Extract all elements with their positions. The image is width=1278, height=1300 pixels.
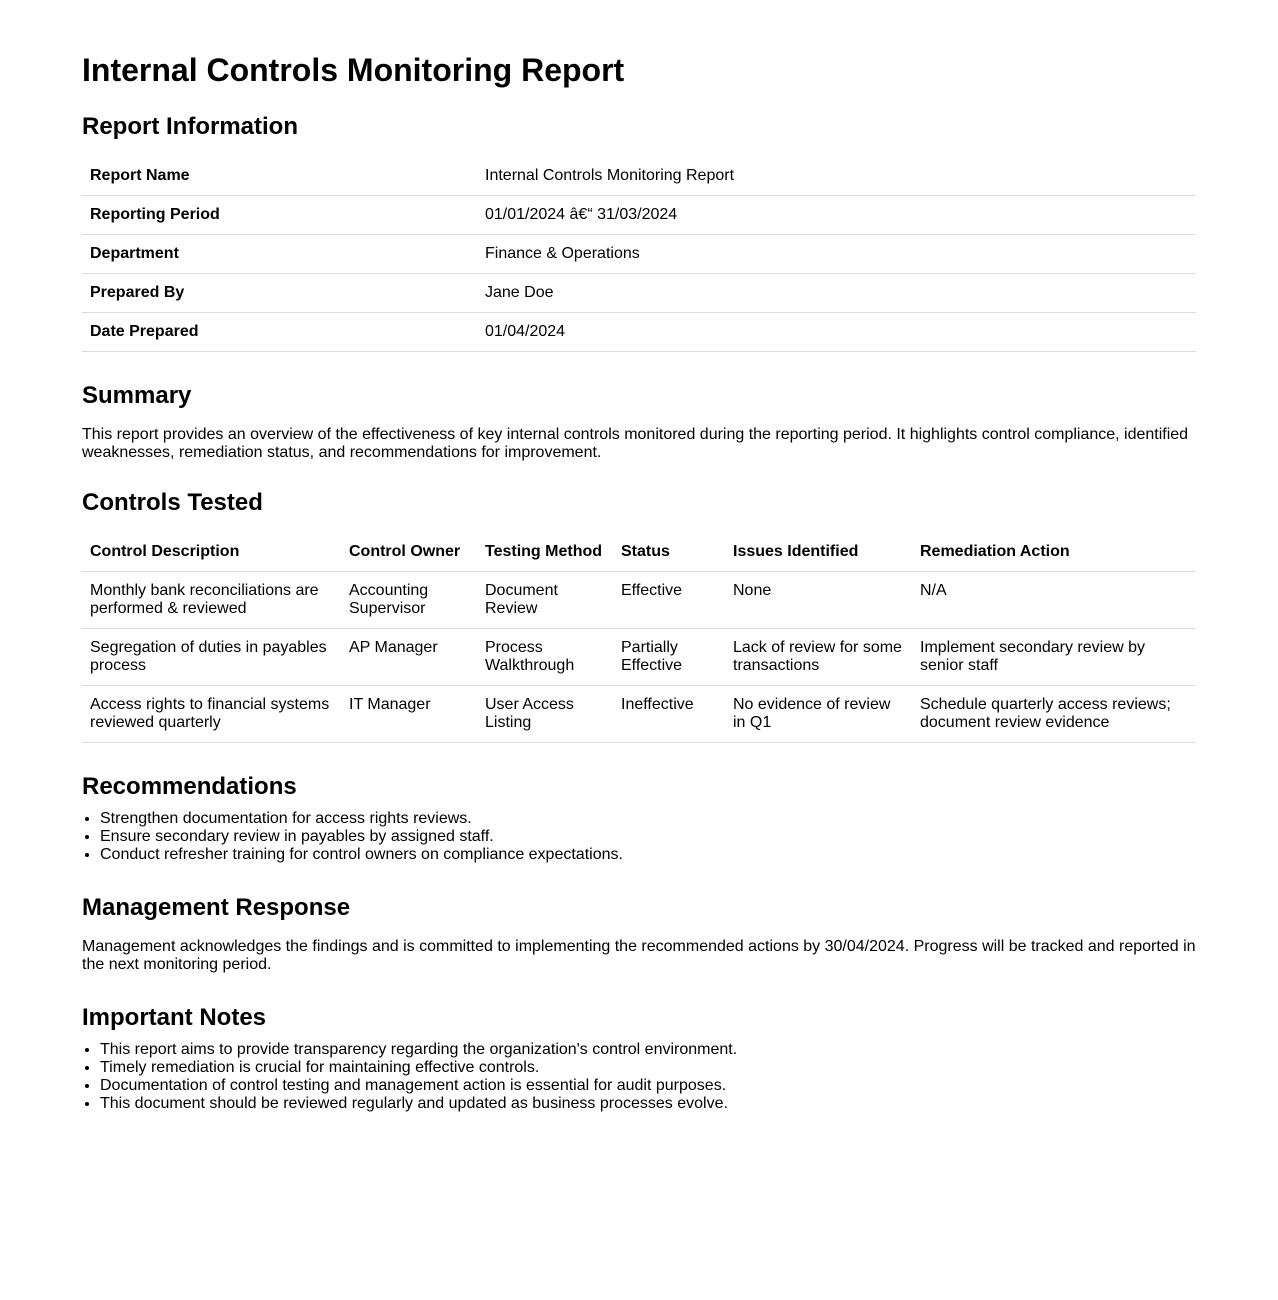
report-page bbox=[82, 0, 1196, 1113]
management-response-text: Management acknowledges the findings and is committed to implementing the recommended actions by 30/04/2024. Progress will be tracked and reported in the next monitoring period. bbox=[82, 938, 1196, 973]
controls-tested-heading: Controls Tested bbox=[82, 489, 263, 516]
issues-identified-cell: None bbox=[725, 572, 912, 629]
table-row bbox=[82, 196, 1196, 235]
status-cell: Effective bbox=[613, 572, 725, 629]
remediation-action-cell: Implement secondary review by senior staff bbox=[912, 629, 1196, 686]
list-item: • Conduct refresher training for control owners on compliance expectations. bbox=[100, 846, 1196, 864]
control-description-cell: Access rights to financial systems reviewed quarterly bbox=[82, 686, 341, 743]
recommendations-list bbox=[82, 810, 1196, 864]
list-item: • Timely remediation is crucial for maintaining effective controls. bbox=[100, 1059, 1196, 1077]
control-owner-cell: AP Manager bbox=[341, 629, 477, 686]
report-information-table bbox=[82, 157, 1196, 352]
column-header: Issues Identified bbox=[725, 533, 912, 572]
department-value: Finance & Operations bbox=[477, 235, 1196, 274]
status-cell: Ineffective bbox=[613, 686, 725, 743]
summary-heading: Summary bbox=[82, 382, 192, 409]
control-owner-cell: IT Manager bbox=[341, 686, 477, 743]
column-header: Control Description bbox=[82, 533, 341, 572]
reporting-period-label: Reporting Period bbox=[82, 196, 477, 235]
important-notes-heading: Important Notes bbox=[82, 1004, 267, 1031]
reporting-period-value: 01/01/2024 â€“ 31/03/2024 bbox=[477, 196, 1196, 235]
table-row bbox=[82, 313, 1196, 352]
table-row bbox=[82, 235, 1196, 274]
controls-tested-table bbox=[82, 533, 1196, 743]
table-row bbox=[82, 629, 1196, 686]
summary-text: This report provides an overview of the effectiveness of key internal controls monitored during the reporting period. It highlights control compliance, identified weaknesses, remediation status, and recommendations for improvement. bbox=[82, 426, 1189, 461]
remediation-action-cell: Schedule quarterly access reviews; document review evidence bbox=[912, 686, 1196, 743]
column-header: Control Owner bbox=[341, 533, 477, 572]
status-cell: Partially Effective bbox=[613, 629, 725, 686]
table-row bbox=[82, 686, 1196, 743]
list-item: • Strengthen documentation for access rights reviews. bbox=[100, 810, 1196, 828]
date-prepared-label: Date Prepared bbox=[82, 313, 477, 352]
issues-identified-cell: No evidence of review in Q1 bbox=[725, 686, 912, 743]
table-header-row bbox=[82, 533, 1196, 572]
prepared-by-label: Prepared By bbox=[82, 274, 477, 313]
column-header: Testing Method bbox=[477, 533, 613, 572]
list-item: • Ensure secondary review in payables by assigned staff. bbox=[100, 828, 1196, 846]
column-header: Remediation Action bbox=[912, 533, 1196, 572]
testing-method-cell: Document Review bbox=[477, 572, 613, 629]
important-notes-list bbox=[82, 1041, 1196, 1113]
management-response-heading: Management Response bbox=[82, 894, 351, 921]
recommendations-heading: Recommendations bbox=[82, 773, 297, 800]
testing-method-cell: Process Walkthrough bbox=[477, 629, 613, 686]
list-item: • This document should be reviewed regularly and updated as business processes evolve. bbox=[100, 1095, 1196, 1113]
table-row bbox=[82, 274, 1196, 313]
list-item: • This report aims to provide transparency regarding the organization's control environment. bbox=[100, 1041, 1196, 1059]
report-information-heading: Report Information bbox=[82, 113, 298, 140]
control-description-cell: Monthly bank reconciliations are performed & reviewed bbox=[82, 572, 341, 629]
remediation-action-cell: N/A bbox=[912, 572, 1196, 629]
report-name-label: Report Name bbox=[82, 157, 477, 196]
page-title: Internal Controls Monitoring Report bbox=[82, 52, 625, 88]
department-label: Department bbox=[82, 235, 477, 274]
list-item: • Documentation of control testing and management action is essential for audit purposes. bbox=[100, 1077, 1196, 1095]
prepared-by-value: Jane Doe bbox=[477, 274, 1196, 313]
control-description-cell: Segregation of duties in payables process bbox=[82, 629, 341, 686]
issues-identified-cell: Lack of review for some transactions bbox=[725, 629, 912, 686]
date-prepared-value: 01/04/2024 bbox=[477, 313, 1196, 352]
table-row bbox=[82, 157, 1196, 196]
table-row bbox=[82, 572, 1196, 629]
report-name-value: Internal Controls Monitoring Report bbox=[477, 157, 1196, 196]
column-header: Status bbox=[613, 533, 725, 572]
control-owner-cell: Accounting Supervisor bbox=[341, 572, 477, 629]
testing-method-cell: User Access Listing bbox=[477, 686, 613, 743]
